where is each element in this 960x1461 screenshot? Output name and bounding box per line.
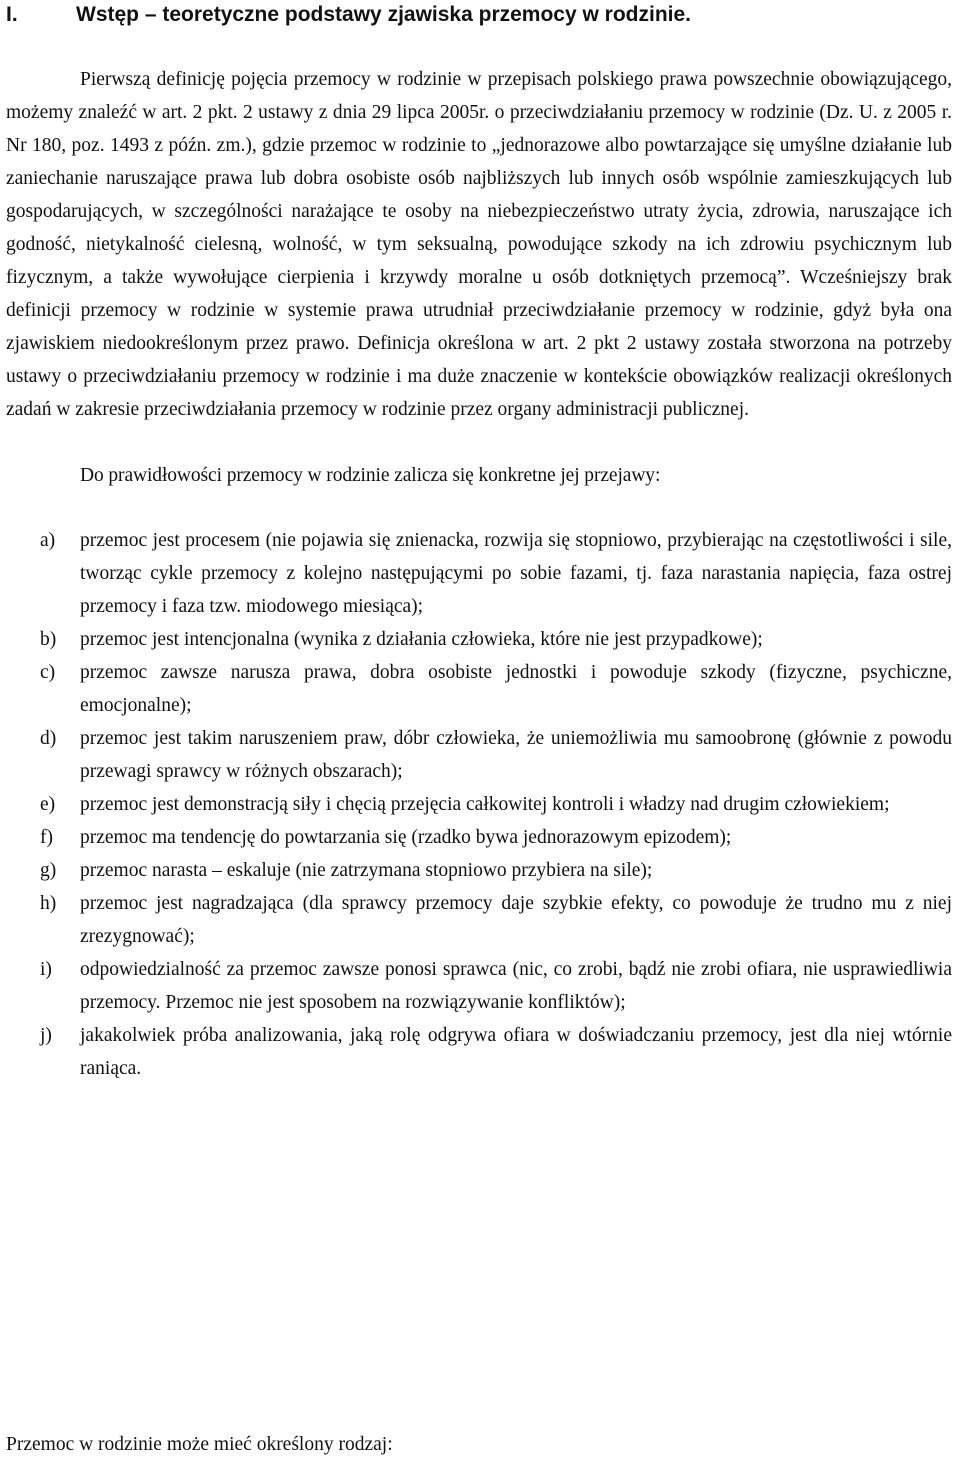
- section-title: Wstęp – teoretyczne podstawy zjawiska przemocy w rodzinie.: [76, 3, 692, 26]
- list-item-text: jakakolwiek próba analizowania, jaką rolę odgrywa ofiara w doświadczaniu przemocy, jest dla niej wtórnie raniąca.: [80, 1025, 952, 1079]
- list-item-marker: d): [40, 728, 57, 749]
- list-item-marker: e): [40, 794, 56, 815]
- list-item-text: przemoc jest procesem (nie pojawia się znienacka, rozwija się stopniowo, przybierając na częstotliwości i sile, tworząc cykle przemocy z kolejno następującymi po sobie fazami, tj. faza narastania napięcia, faza ostrej przemocy i faza tzw. miodowego miesiąca);: [80, 530, 952, 617]
- list-item-marker: h): [40, 893, 57, 914]
- list-item: [6, 1019, 952, 1085]
- list-item: [6, 854, 952, 887]
- list-item-marker: b): [40, 629, 57, 650]
- list-item-marker: g): [40, 860, 57, 881]
- list-item: [6, 821, 952, 854]
- list-intro-paragraph: Do prawidłowości przemocy w rodzinie zalicza się konkretne jej przejawy:: [80, 465, 661, 486]
- section-heading: [6, 0, 952, 28]
- list-item-text: przemoc jest demonstracją siły i chęcią przejęcia całkowitej kontroli i władzy nad drugim człowiekiem;: [80, 794, 890, 815]
- list-item: [6, 887, 952, 953]
- list-item-marker: c): [40, 662, 56, 683]
- list-item-marker: f): [40, 827, 53, 848]
- list-item: [6, 722, 952, 788]
- list-item: [6, 953, 952, 1019]
- closing-line: Przemoc w rodzinie może mieć określony rodzaj:: [6, 1434, 393, 1455]
- list-item-text: przemoc zawsze narusza prawa, dobra osobiste jednostki i powoduje szkody (fizyczne, psychiczne, emocjonalne);: [80, 662, 952, 716]
- list-item-marker: i): [40, 959, 52, 980]
- list-item-text: przemoc jest nagradzająca (dla sprawcy przemocy daje szybkie efekty, co powoduje że trudno mu z niej zrezygnować);: [80, 893, 952, 947]
- list-item: [6, 656, 952, 722]
- list-item-text: przemoc jest intencjonalna (wynika z działania człowieka, które nie jest przypadkowe);: [80, 629, 763, 650]
- list-item: [6, 524, 952, 623]
- list-item-text: przemoc jest takim naruszeniem praw, dóbr człowieka, że uniemożliwia mu samoobronę (głównie z powodu przewagi sprawcy w różnych obszarach);: [80, 728, 952, 782]
- section-number: I.: [6, 3, 18, 26]
- definition-paragraph: Pierwszą definicję pojęcia przemocy w rodzinie w przepisach polskiego prawa powszechnie obowiązującego, możemy znaleźć w art. 2 pkt. 2 ustawy z dnia 29 lipca 2005r. o przeciwdziałaniu przemocy w rodzinie (Dz. U. z 2005 r. Nr 180, poz. 1493 z późn. zm.), gdzie przemoc w rodzinie to „jednorazowe albo powtarzające się umyślne działanie lub zaniechanie naruszające prawa lub dobra osobiste osób najbliższych lub innych osób wspólnie zamieszkujących lub gospodarujących, w szczególności narażające te osoby na niebezpieczeństwo utraty życia, zdrowia, naruszające ich godność, nietykalność cielesną, wolność, w tym seksualną, powodujące szkody na ich zdrowiu psychicznym lub fizycznym, a także wywołujące cierpienia i krzywdy moralne u osób dotkniętych przemocą”. Wcześniejszy brak definicji przemocy w rodzinie w systemie prawa utrudniał przeciwdziałanie przemocy w rodzinie, gdyż była ona zjawiskiem niedookreślonym przez prawo. Definicja określona w art. 2 pkt 2 ustawy została stworzona na potrzeby ustawy o przeciwdziałaniu przemocy w rodzinie i ma duże znaczenie w kontekście obowiązków realizacji określonych zadań w zakresie przeciwdziałania przemocy w rodzinie przez organy administracji publicznej.: [6, 69, 952, 420]
- list-item-marker: j): [40, 1025, 52, 1046]
- list-item-text: przemoc ma tendencję do powtarzania się (rzadko bywa jednorazowym epizodem);: [80, 827, 732, 848]
- violence-features-list: [6, 524, 952, 1085]
- list-item-marker: a): [40, 530, 56, 551]
- list-item-text: przemoc narasta – eskaluje (nie zatrzymana stopniowo przybiera na sile);: [80, 860, 653, 881]
- list-item: [6, 623, 952, 656]
- list-item-text: odpowiedzialność za przemoc zawsze ponosi sprawca (nic, co zrobi, bądź nie zrobi ofiara, nie usprawiedliwia przemocy. Przemoc nie jest sposobem na rozwiązywanie konfliktów);: [80, 959, 952, 1013]
- list-item: [6, 788, 952, 821]
